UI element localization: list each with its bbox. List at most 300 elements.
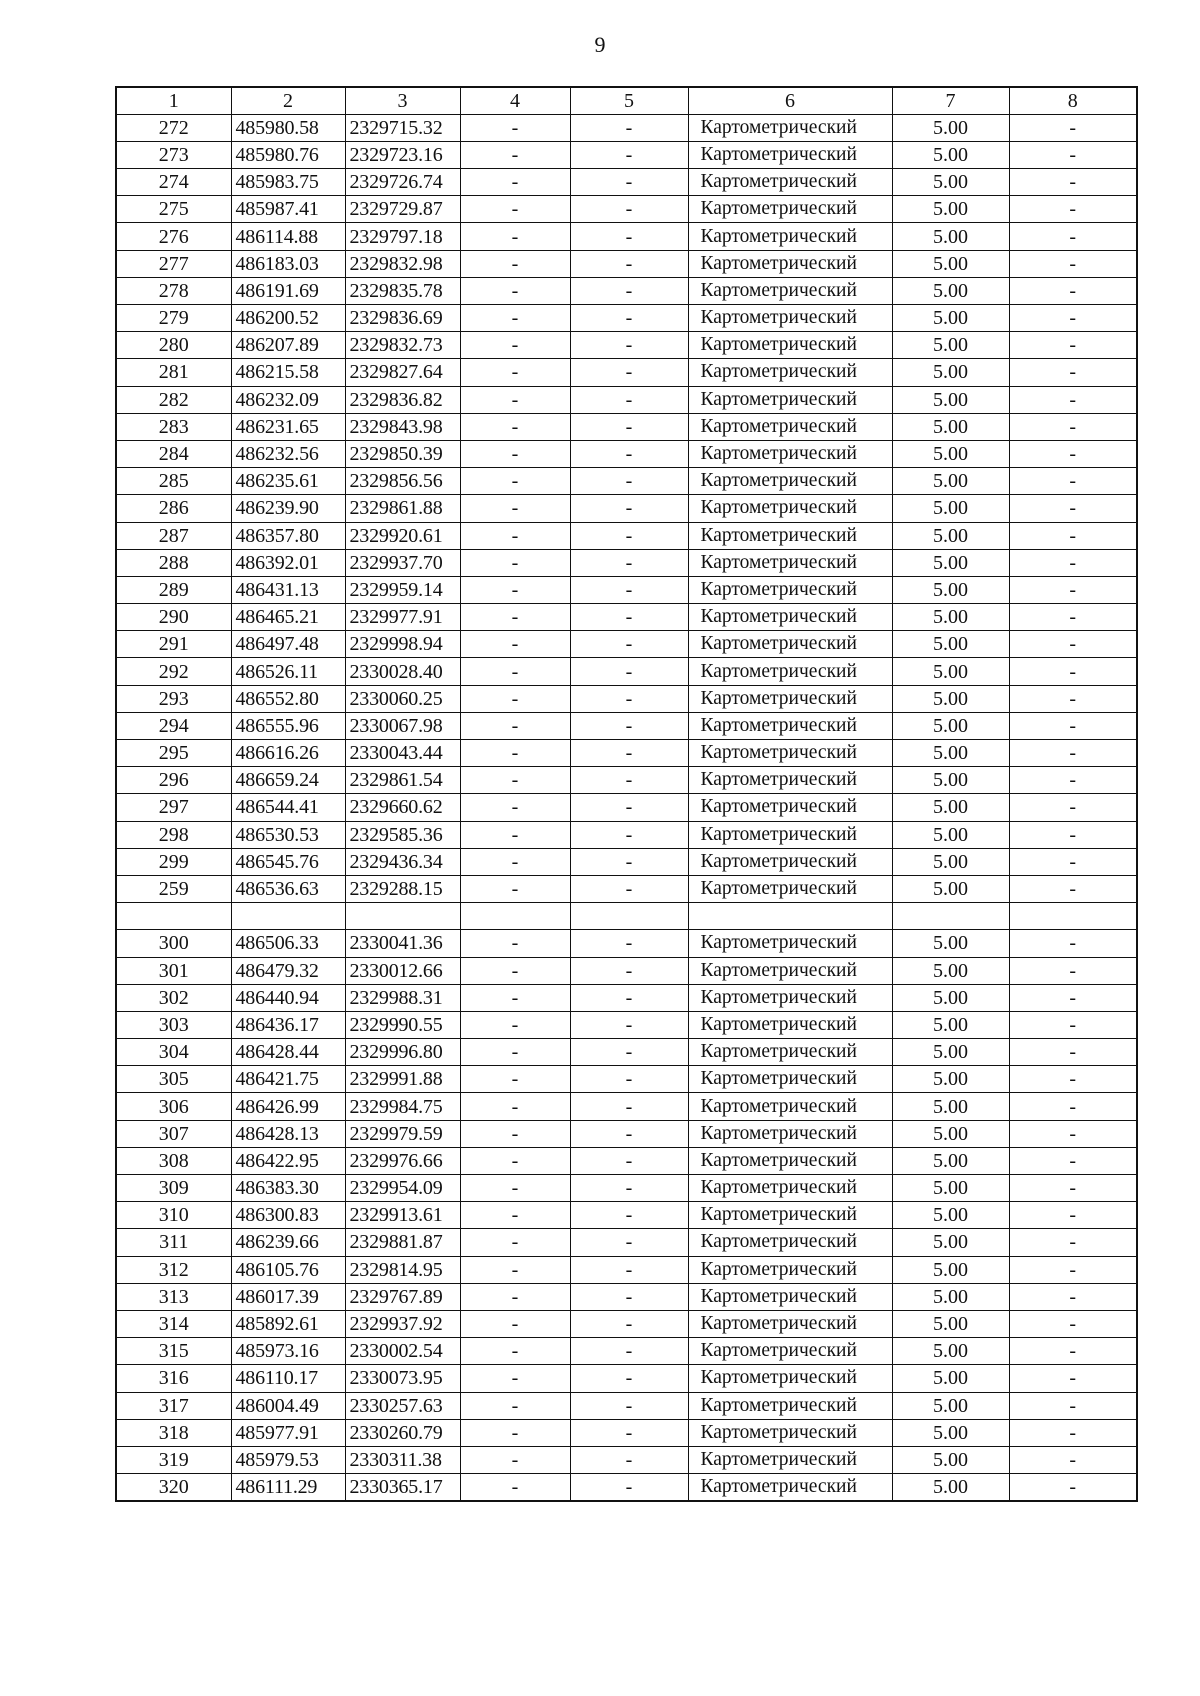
x-coordinate-cell: 486383.30 <box>231 1175 345 1202</box>
y-coordinate-cell: 2329836.82 <box>345 386 460 413</box>
col5-cell: - <box>570 468 688 495</box>
method-cell: Картометрический <box>688 740 892 767</box>
table-row <box>116 576 1137 603</box>
point-number-cell: 276 <box>116 223 231 250</box>
x-coordinate-cell: 485979.53 <box>231 1446 345 1473</box>
accuracy-cell: 5.00 <box>892 658 1009 685</box>
y-coordinate-cell: 2329832.73 <box>345 332 460 359</box>
accuracy-cell: 5.00 <box>892 794 1009 821</box>
col4-cell: - <box>460 794 570 821</box>
table-row <box>116 305 1137 332</box>
col8-cell: - <box>1009 522 1137 549</box>
method-cell: Картометрический <box>688 957 892 984</box>
col8-cell: - <box>1009 1039 1137 1066</box>
point-number-cell: 285 <box>116 468 231 495</box>
col4-cell: - <box>460 413 570 440</box>
coordinates-table <box>115 86 1138 1502</box>
col5-cell: - <box>570 576 688 603</box>
accuracy-cell: 5.00 <box>892 1175 1009 1202</box>
accuracy-cell: 5.00 <box>892 1147 1009 1174</box>
col5-cell: - <box>570 440 688 467</box>
col8-cell: - <box>1009 1392 1137 1419</box>
point-number-cell: 310 <box>116 1202 231 1229</box>
accuracy-cell: 5.00 <box>892 848 1009 875</box>
point-number-cell: 294 <box>116 712 231 739</box>
method-cell: Картометрический <box>688 440 892 467</box>
point-number-cell: 315 <box>116 1338 231 1365</box>
x-coordinate-cell: 485973.16 <box>231 1338 345 1365</box>
col5-cell: - <box>570 223 688 250</box>
table-row <box>116 1392 1137 1419</box>
col5-cell: - <box>570 359 688 386</box>
col5-cell: - <box>570 1039 688 1066</box>
method-cell: Картометрический <box>688 196 892 223</box>
method-cell: Картометрический <box>688 1310 892 1337</box>
col5-cell: - <box>570 1338 688 1365</box>
table-row <box>116 1365 1137 1392</box>
col5-cell: - <box>570 631 688 658</box>
table-row <box>116 413 1137 440</box>
x-coordinate-cell: 486479.32 <box>231 957 345 984</box>
x-coordinate-cell: 486105.76 <box>231 1256 345 1283</box>
col5-cell: - <box>570 1120 688 1147</box>
col4-cell: - <box>460 984 570 1011</box>
col8-cell: - <box>1009 277 1137 304</box>
col8-cell: - <box>1009 141 1137 168</box>
method-cell <box>688 903 892 930</box>
y-coordinate-cell: 2329920.61 <box>345 522 460 549</box>
col8-cell: - <box>1009 1066 1137 1093</box>
method-cell: Картометрический <box>688 468 892 495</box>
method-cell: Картометрический <box>688 1202 892 1229</box>
method-cell: Картометрический <box>688 495 892 522</box>
point-number-cell: 273 <box>116 141 231 168</box>
x-coordinate-cell: 486231.65 <box>231 413 345 440</box>
col4-cell: - <box>460 468 570 495</box>
x-coordinate-cell: 486191.69 <box>231 277 345 304</box>
x-coordinate-cell: 486526.11 <box>231 658 345 685</box>
x-coordinate-cell: 486431.13 <box>231 576 345 603</box>
header-cell: 4 <box>460 87 570 114</box>
y-coordinate-cell: 2329861.88 <box>345 495 460 522</box>
y-coordinate-cell: 2329660.62 <box>345 794 460 821</box>
x-coordinate-cell: 486110.17 <box>231 1365 345 1392</box>
accuracy-cell: 5.00 <box>892 984 1009 1011</box>
table-row <box>116 332 1137 359</box>
method-cell: Картометрический <box>688 522 892 549</box>
y-coordinate-cell: 2330060.25 <box>345 685 460 712</box>
col8-cell: - <box>1009 875 1137 902</box>
x-coordinate-cell: 486392.01 <box>231 549 345 576</box>
col4-cell: - <box>460 114 570 141</box>
method-cell: Картометрический <box>688 1229 892 1256</box>
y-coordinate-cell: 2330043.44 <box>345 740 460 767</box>
accuracy-cell: 5.00 <box>892 1474 1009 1501</box>
col4-cell: - <box>460 1283 570 1310</box>
accuracy-cell: 5.00 <box>892 141 1009 168</box>
method-cell: Картометрический <box>688 114 892 141</box>
point-number-cell: 319 <box>116 1446 231 1473</box>
method-cell: Картометрический <box>688 1066 892 1093</box>
method-cell: Картометрический <box>688 685 892 712</box>
col4-cell: - <box>460 549 570 576</box>
x-coordinate-cell: 486239.90 <box>231 495 345 522</box>
method-cell: Картометрический <box>688 631 892 658</box>
col4-cell: - <box>460 277 570 304</box>
point-number-cell: 298 <box>116 821 231 848</box>
table-row <box>116 522 1137 549</box>
table-row <box>116 740 1137 767</box>
point-number-cell: 309 <box>116 1175 231 1202</box>
col5-cell: - <box>570 685 688 712</box>
col5-cell: - <box>570 957 688 984</box>
x-coordinate-cell: 486428.44 <box>231 1039 345 1066</box>
accuracy-cell: 5.00 <box>892 114 1009 141</box>
col4-cell: - <box>460 1066 570 1093</box>
table-row <box>116 685 1137 712</box>
col4-cell: - <box>460 332 570 359</box>
accuracy-cell: 5.00 <box>892 305 1009 332</box>
point-number-cell: 316 <box>116 1365 231 1392</box>
table-row <box>116 223 1137 250</box>
accuracy-cell: 5.00 <box>892 359 1009 386</box>
col4-cell: - <box>460 1256 570 1283</box>
method-cell: Картометрический <box>688 169 892 196</box>
accuracy-cell: 5.00 <box>892 250 1009 277</box>
col5-cell: - <box>570 413 688 440</box>
y-coordinate-cell: 2329861.54 <box>345 767 460 794</box>
col8-cell: - <box>1009 1419 1137 1446</box>
x-coordinate-cell: 486232.56 <box>231 440 345 467</box>
x-coordinate-cell: 485980.58 <box>231 114 345 141</box>
x-coordinate-cell: 485987.41 <box>231 196 345 223</box>
col8-cell: - <box>1009 1120 1137 1147</box>
y-coordinate-cell: 2330067.98 <box>345 712 460 739</box>
col5-cell: - <box>570 767 688 794</box>
point-number-cell: 318 <box>116 1419 231 1446</box>
col4-cell: - <box>460 1120 570 1147</box>
col5-cell: - <box>570 549 688 576</box>
point-number-cell: 274 <box>116 169 231 196</box>
y-coordinate-cell: 2329984.75 <box>345 1093 460 1120</box>
col8-cell: - <box>1009 930 1137 957</box>
accuracy-cell: 5.00 <box>892 576 1009 603</box>
y-coordinate-cell: 2329979.59 <box>345 1120 460 1147</box>
point-number-cell: 308 <box>116 1147 231 1174</box>
method-cell: Картометрический <box>688 1175 892 1202</box>
col4-cell: - <box>460 685 570 712</box>
table-row <box>116 1011 1137 1038</box>
y-coordinate-cell: 2329856.56 <box>345 468 460 495</box>
col8-cell: - <box>1009 604 1137 631</box>
x-coordinate-cell: 486183.03 <box>231 250 345 277</box>
accuracy-cell: 5.00 <box>892 1310 1009 1337</box>
y-coordinate-cell: 2329436.34 <box>345 848 460 875</box>
point-number-cell: 259 <box>116 875 231 902</box>
x-coordinate-cell: 486544.41 <box>231 794 345 821</box>
point-number-cell: 313 <box>116 1283 231 1310</box>
method-cell: Картометрический <box>688 1256 892 1283</box>
y-coordinate-cell: 2329850.39 <box>345 440 460 467</box>
table-row <box>116 1310 1137 1337</box>
x-coordinate-cell: 486545.76 <box>231 848 345 875</box>
col5-cell: - <box>570 250 688 277</box>
col8-cell: - <box>1009 359 1137 386</box>
table-row <box>116 277 1137 304</box>
point-number-cell: 299 <box>116 848 231 875</box>
col8-cell: - <box>1009 740 1137 767</box>
col8-cell: - <box>1009 413 1137 440</box>
y-coordinate-cell: 2329976.66 <box>345 1147 460 1174</box>
accuracy-cell: 5.00 <box>892 875 1009 902</box>
col5-cell: - <box>570 1446 688 1473</box>
table-row <box>116 631 1137 658</box>
col8-cell: - <box>1009 1365 1137 1392</box>
accuracy-cell: 5.00 <box>892 169 1009 196</box>
col4-cell: - <box>460 848 570 875</box>
col4-cell: - <box>460 740 570 767</box>
col4-cell <box>460 903 570 930</box>
accuracy-cell: 5.00 <box>892 549 1009 576</box>
table-row <box>116 1093 1137 1120</box>
point-number-cell: 296 <box>116 767 231 794</box>
col5-cell: - <box>570 1419 688 1446</box>
y-coordinate-cell: 2329913.61 <box>345 1202 460 1229</box>
point-number-cell: 288 <box>116 549 231 576</box>
y-coordinate-cell: 2329843.98 <box>345 413 460 440</box>
table-row <box>116 495 1137 522</box>
col5-cell: - <box>570 277 688 304</box>
y-coordinate-cell: 2329937.70 <box>345 549 460 576</box>
point-number-cell: 304 <box>116 1039 231 1066</box>
col8-cell: - <box>1009 1474 1137 1501</box>
col5-cell: - <box>570 1147 688 1174</box>
point-number-cell: 317 <box>116 1392 231 1419</box>
point-number-cell: 303 <box>116 1011 231 1038</box>
col4-cell: - <box>460 1310 570 1337</box>
table-row <box>116 1147 1137 1174</box>
point-number-cell: 291 <box>116 631 231 658</box>
method-cell: Картометрический <box>688 1419 892 1446</box>
col5-cell: - <box>570 1229 688 1256</box>
x-coordinate-cell: 485983.75 <box>231 169 345 196</box>
col8-cell: - <box>1009 767 1137 794</box>
table-row <box>116 957 1137 984</box>
col4-cell: - <box>460 576 570 603</box>
col5-cell: - <box>570 1310 688 1337</box>
accuracy-cell: 5.00 <box>892 1283 1009 1310</box>
table-row <box>116 604 1137 631</box>
col4-cell: - <box>460 631 570 658</box>
point-number-cell: 279 <box>116 305 231 332</box>
col5-cell: - <box>570 875 688 902</box>
x-coordinate-cell: 486017.39 <box>231 1283 345 1310</box>
accuracy-cell: 5.00 <box>892 522 1009 549</box>
x-coordinate-cell: 486300.83 <box>231 1202 345 1229</box>
col4-cell: - <box>460 1365 570 1392</box>
accuracy-cell: 5.00 <box>892 386 1009 413</box>
accuracy-cell: 5.00 <box>892 440 1009 467</box>
accuracy-cell: 5.00 <box>892 413 1009 440</box>
table-row <box>116 169 1137 196</box>
col5-cell: - <box>570 141 688 168</box>
x-coordinate-cell <box>231 903 345 930</box>
col5-cell: - <box>570 984 688 1011</box>
col5-cell: - <box>570 1066 688 1093</box>
table-row <box>116 1120 1137 1147</box>
accuracy-cell: 5.00 <box>892 1011 1009 1038</box>
table-row <box>116 250 1137 277</box>
accuracy-cell: 5.00 <box>892 1039 1009 1066</box>
col4-cell: - <box>460 305 570 332</box>
table-row <box>116 1256 1137 1283</box>
accuracy-cell: 5.00 <box>892 604 1009 631</box>
table-row <box>116 386 1137 413</box>
y-coordinate-cell: 2329977.91 <box>345 604 460 631</box>
table-row <box>116 848 1137 875</box>
point-number-cell: 289 <box>116 576 231 603</box>
table-row <box>116 1066 1137 1093</box>
accuracy-cell: 5.00 <box>892 1419 1009 1446</box>
col5-cell: - <box>570 1093 688 1120</box>
col5-cell: - <box>570 386 688 413</box>
table-row <box>116 1039 1137 1066</box>
x-coordinate-cell: 486465.21 <box>231 604 345 631</box>
y-coordinate-cell: 2329954.09 <box>345 1175 460 1202</box>
point-number-cell: 277 <box>116 250 231 277</box>
col8-cell: - <box>1009 223 1137 250</box>
y-coordinate-cell: 2330260.79 <box>345 1419 460 1446</box>
col4-cell: - <box>460 957 570 984</box>
point-number-cell: 275 <box>116 196 231 223</box>
point-number-cell: 305 <box>116 1066 231 1093</box>
table-row <box>116 903 1137 930</box>
col5-cell <box>570 903 688 930</box>
col4-cell: - <box>460 712 570 739</box>
header-cell: 8 <box>1009 87 1137 114</box>
table-row <box>116 141 1137 168</box>
method-cell: Картометрический <box>688 386 892 413</box>
col8-cell: - <box>1009 631 1137 658</box>
x-coordinate-cell: 486552.80 <box>231 685 345 712</box>
table-body <box>116 114 1137 1501</box>
x-coordinate-cell: 486440.94 <box>231 984 345 1011</box>
table-row <box>116 549 1137 576</box>
accuracy-cell: 5.00 <box>892 767 1009 794</box>
col8-cell: - <box>1009 685 1137 712</box>
y-coordinate-cell: 2329797.18 <box>345 223 460 250</box>
x-coordinate-cell: 486111.29 <box>231 1474 345 1501</box>
point-number-cell: 283 <box>116 413 231 440</box>
y-coordinate-cell: 2329585.36 <box>345 821 460 848</box>
col4-cell: - <box>460 658 570 685</box>
point-number-cell <box>116 903 231 930</box>
col8-cell: - <box>1009 576 1137 603</box>
accuracy-cell: 5.00 <box>892 1066 1009 1093</box>
table-row <box>116 196 1137 223</box>
point-number-cell: 307 <box>116 1120 231 1147</box>
point-number-cell: 282 <box>116 386 231 413</box>
method-cell: Картометрический <box>688 848 892 875</box>
col8-cell: - <box>1009 196 1137 223</box>
method-cell: Картометрический <box>688 141 892 168</box>
col8-cell: - <box>1009 332 1137 359</box>
x-coordinate-cell: 486239.66 <box>231 1229 345 1256</box>
col4-cell: - <box>460 1011 570 1038</box>
col8-cell: - <box>1009 1011 1137 1038</box>
x-coordinate-cell: 486207.89 <box>231 332 345 359</box>
table-row <box>116 767 1137 794</box>
col8-cell: - <box>1009 1283 1137 1310</box>
point-number-cell: 281 <box>116 359 231 386</box>
col8-cell: - <box>1009 794 1137 821</box>
y-coordinate-cell: 2329836.69 <box>345 305 460 332</box>
y-coordinate-cell: 2329715.32 <box>345 114 460 141</box>
col8-cell: - <box>1009 169 1137 196</box>
x-coordinate-cell: 486422.95 <box>231 1147 345 1174</box>
table-row <box>116 1175 1137 1202</box>
table-row <box>116 821 1137 848</box>
point-number-cell: 278 <box>116 277 231 304</box>
point-number-cell: 286 <box>116 495 231 522</box>
x-coordinate-cell: 486506.33 <box>231 930 345 957</box>
method-cell: Картометрический <box>688 1147 892 1174</box>
y-coordinate-cell <box>345 903 460 930</box>
y-coordinate-cell: 2329959.14 <box>345 576 460 603</box>
col8-cell: - <box>1009 1256 1137 1283</box>
table-row <box>116 1202 1137 1229</box>
col8-cell: - <box>1009 1175 1137 1202</box>
col8-cell: - <box>1009 712 1137 739</box>
col5-cell: - <box>570 1202 688 1229</box>
col8-cell: - <box>1009 549 1137 576</box>
col4-cell: - <box>460 223 570 250</box>
col5-cell: - <box>570 332 688 359</box>
table-row <box>116 359 1137 386</box>
y-coordinate-cell: 2329814.95 <box>345 1256 460 1283</box>
col4-cell: - <box>460 1419 570 1446</box>
method-cell: Картометрический <box>688 875 892 902</box>
col4-cell: - <box>460 196 570 223</box>
y-coordinate-cell: 2330073.95 <box>345 1365 460 1392</box>
col8-cell: - <box>1009 1147 1137 1174</box>
table-row <box>116 1419 1137 1446</box>
y-coordinate-cell: 2329767.89 <box>345 1283 460 1310</box>
table-row <box>116 1446 1137 1473</box>
y-coordinate-cell: 2329990.55 <box>345 1011 460 1038</box>
col5-cell: - <box>570 495 688 522</box>
method-cell: Картометрический <box>688 930 892 957</box>
col4-cell: - <box>460 1392 570 1419</box>
header-cell: 7 <box>892 87 1009 114</box>
col5-cell: - <box>570 604 688 631</box>
table-row <box>116 1229 1137 1256</box>
table-row <box>116 440 1137 467</box>
accuracy-cell: 5.00 <box>892 332 1009 359</box>
col4-cell: - <box>460 1229 570 1256</box>
col4-cell: - <box>460 250 570 277</box>
table-row <box>116 1338 1137 1365</box>
accuracy-cell: 5.00 <box>892 685 1009 712</box>
col8-cell: - <box>1009 984 1137 1011</box>
x-coordinate-cell: 485980.76 <box>231 141 345 168</box>
table-header-row <box>116 87 1137 114</box>
col5-cell: - <box>570 1474 688 1501</box>
header-cell: 6 <box>688 87 892 114</box>
accuracy-cell: 5.00 <box>892 1202 1009 1229</box>
col4-cell: - <box>460 1147 570 1174</box>
col5-cell: - <box>570 169 688 196</box>
